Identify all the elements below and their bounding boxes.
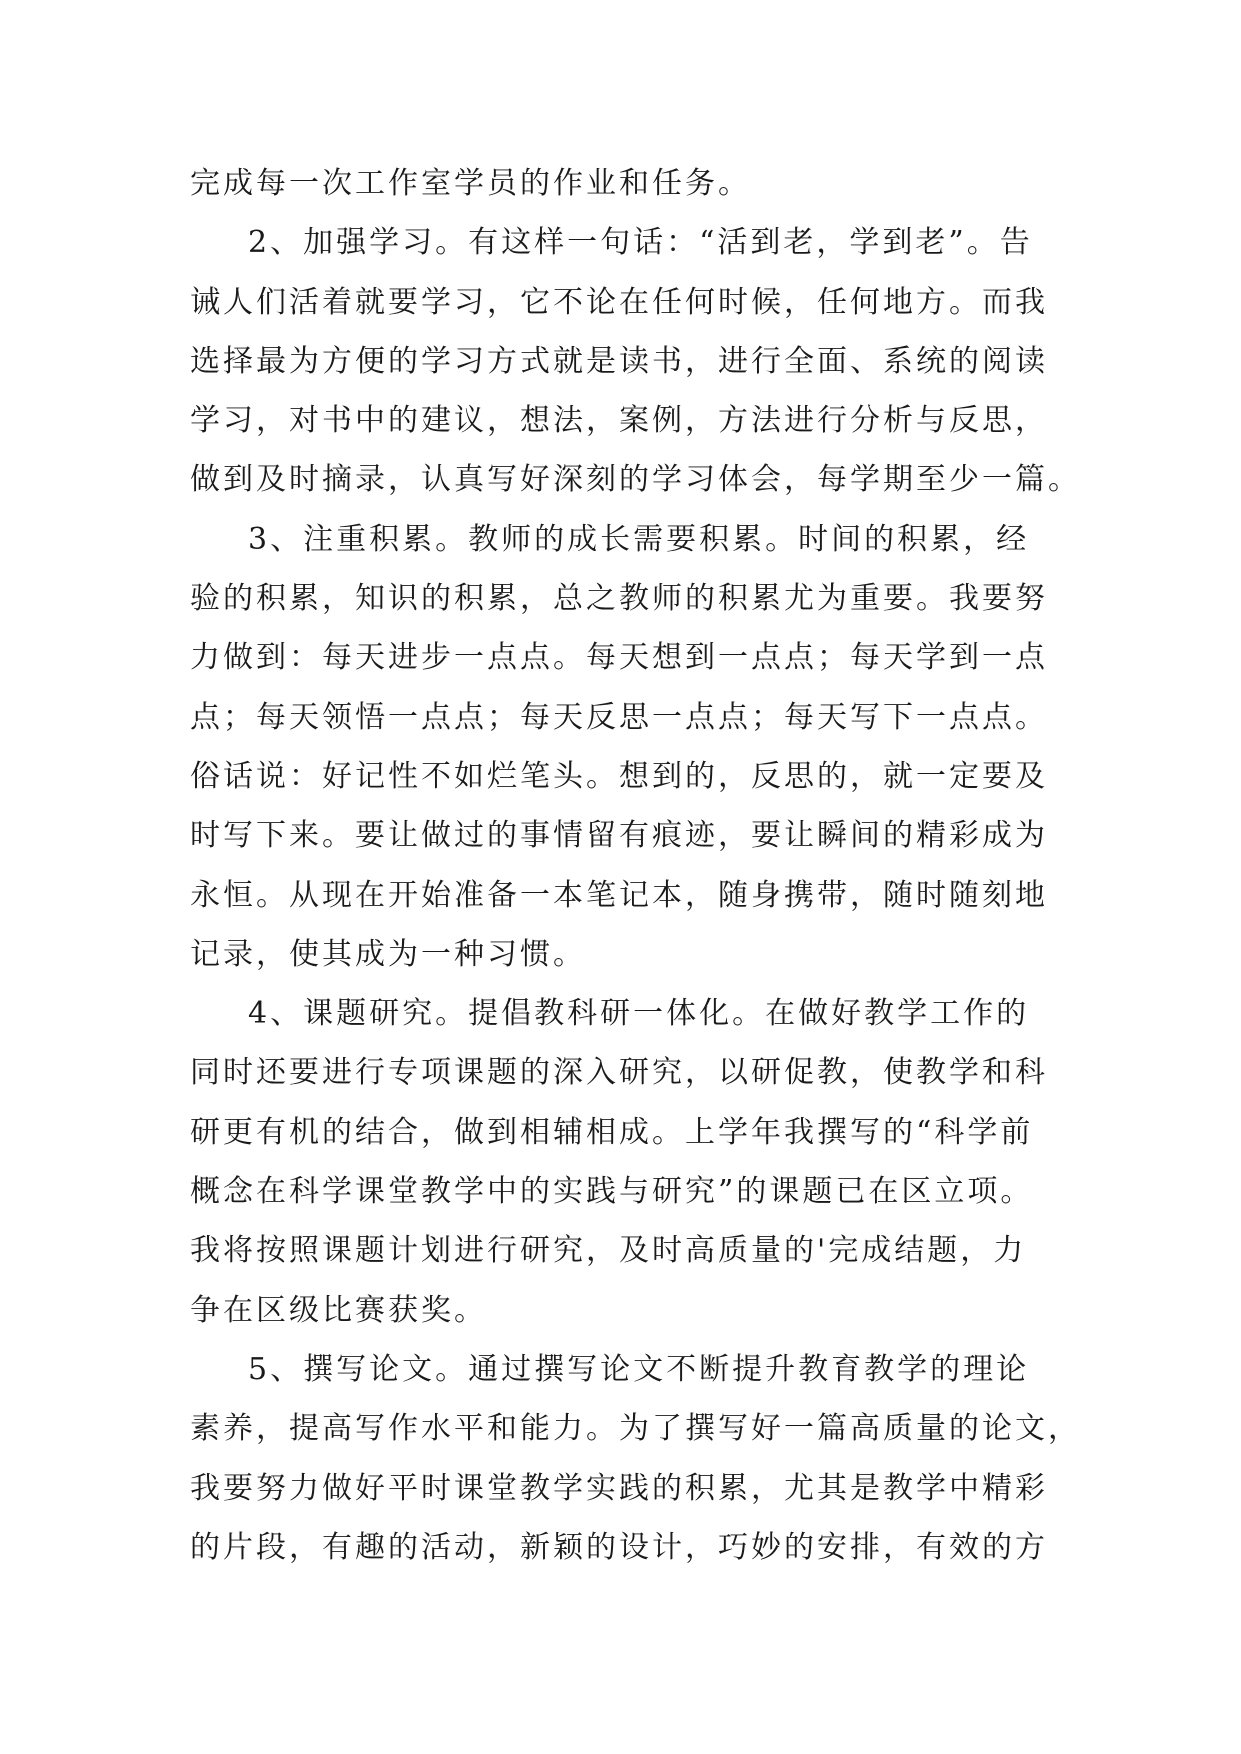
- text-line: 点；每天领悟一点点；每天反思一点点；每天写下一点点。: [190, 699, 1048, 735]
- text-line: 3、注重积累。教师的成长需要积累。时间的积累，经: [248, 521, 1030, 557]
- text-line: 记录，使其成为一种习惯。: [190, 936, 586, 972]
- text-line: 概念在科学课堂教学中的实践与研究”的课题已在区立项。: [190, 1174, 1034, 1210]
- text-line: 研更有机的结合，做到相辅相成。上学年我撰写的“科学前: [190, 1114, 1034, 1150]
- text-line: 做到及时摘录，认真写好深刻的学习体会，每学期至少一篇。: [190, 462, 1081, 498]
- paragraph-item-2: [190, 213, 1081, 509]
- text-line: 5、撰写论文。通过撰写论文不断提升教育教学的理论: [248, 1351, 1030, 1387]
- paragraph-item-5: [190, 1340, 1081, 1577]
- text-line: 力做到：每天进步一点点。每天想到一点点；每天学到一点: [190, 640, 1048, 676]
- text-line: 素养，提高写作水平和能力。为了撰写好一篇高质量的论文，: [190, 1411, 1081, 1447]
- text-line: 争在区级比赛获奖。: [190, 1292, 487, 1328]
- text-line: 我将按照课题计划进行研究，及时高质量的'完成结题，力: [190, 1233, 1027, 1269]
- text-line: 选择最为方便的学习方式就是读书，进行全面、系统的阅读: [190, 343, 1048, 379]
- paragraph-continuation: [190, 154, 1060, 213]
- text-line: 诫人们活着就要学习，它不论在任何时候，任何地方。而我: [190, 284, 1048, 320]
- paragraph-item-3: [190, 510, 1060, 984]
- paragraph-item-4: [190, 984, 1060, 1340]
- text-line: 的片段，有趣的活动，新颖的设计，巧妙的安排，有效的方: [190, 1529, 1048, 1565]
- text-line: 永恒。从现在开始准备一本笔记本，随身携带，随时随刻地: [190, 877, 1048, 913]
- text-line: 同时还要进行专项课题的深入研究，以研促教，使教学和科: [190, 1055, 1048, 1091]
- text-line: 验的积累，知识的积累，总之教师的积累尤为重要。我要努: [190, 581, 1048, 617]
- text-line: 4、课题研究。提倡教科研一体化。在做好教学工作的: [248, 996, 1030, 1032]
- text-line: 俗话说：好记性不如烂笔头。想到的，反思的，就一定要及: [190, 758, 1048, 794]
- text-line: 我要努力做好平时课堂教学实践的积累，尤其是教学中精彩: [190, 1470, 1048, 1506]
- text-line: 完成每一次工作室学员的作业和任务。: [190, 166, 751, 201]
- text-line: 2、加强学习。有这样一句话：“活到老，学到老”。告: [248, 225, 1033, 261]
- text-line: 学习，对书中的建议，想法，案例，方法进行分析与反思，: [190, 403, 1048, 439]
- text-line: 时写下来。要让做过的事情留有痕迹，要让瞬间的精彩成为: [190, 818, 1048, 854]
- document-body: [190, 154, 1081, 1577]
